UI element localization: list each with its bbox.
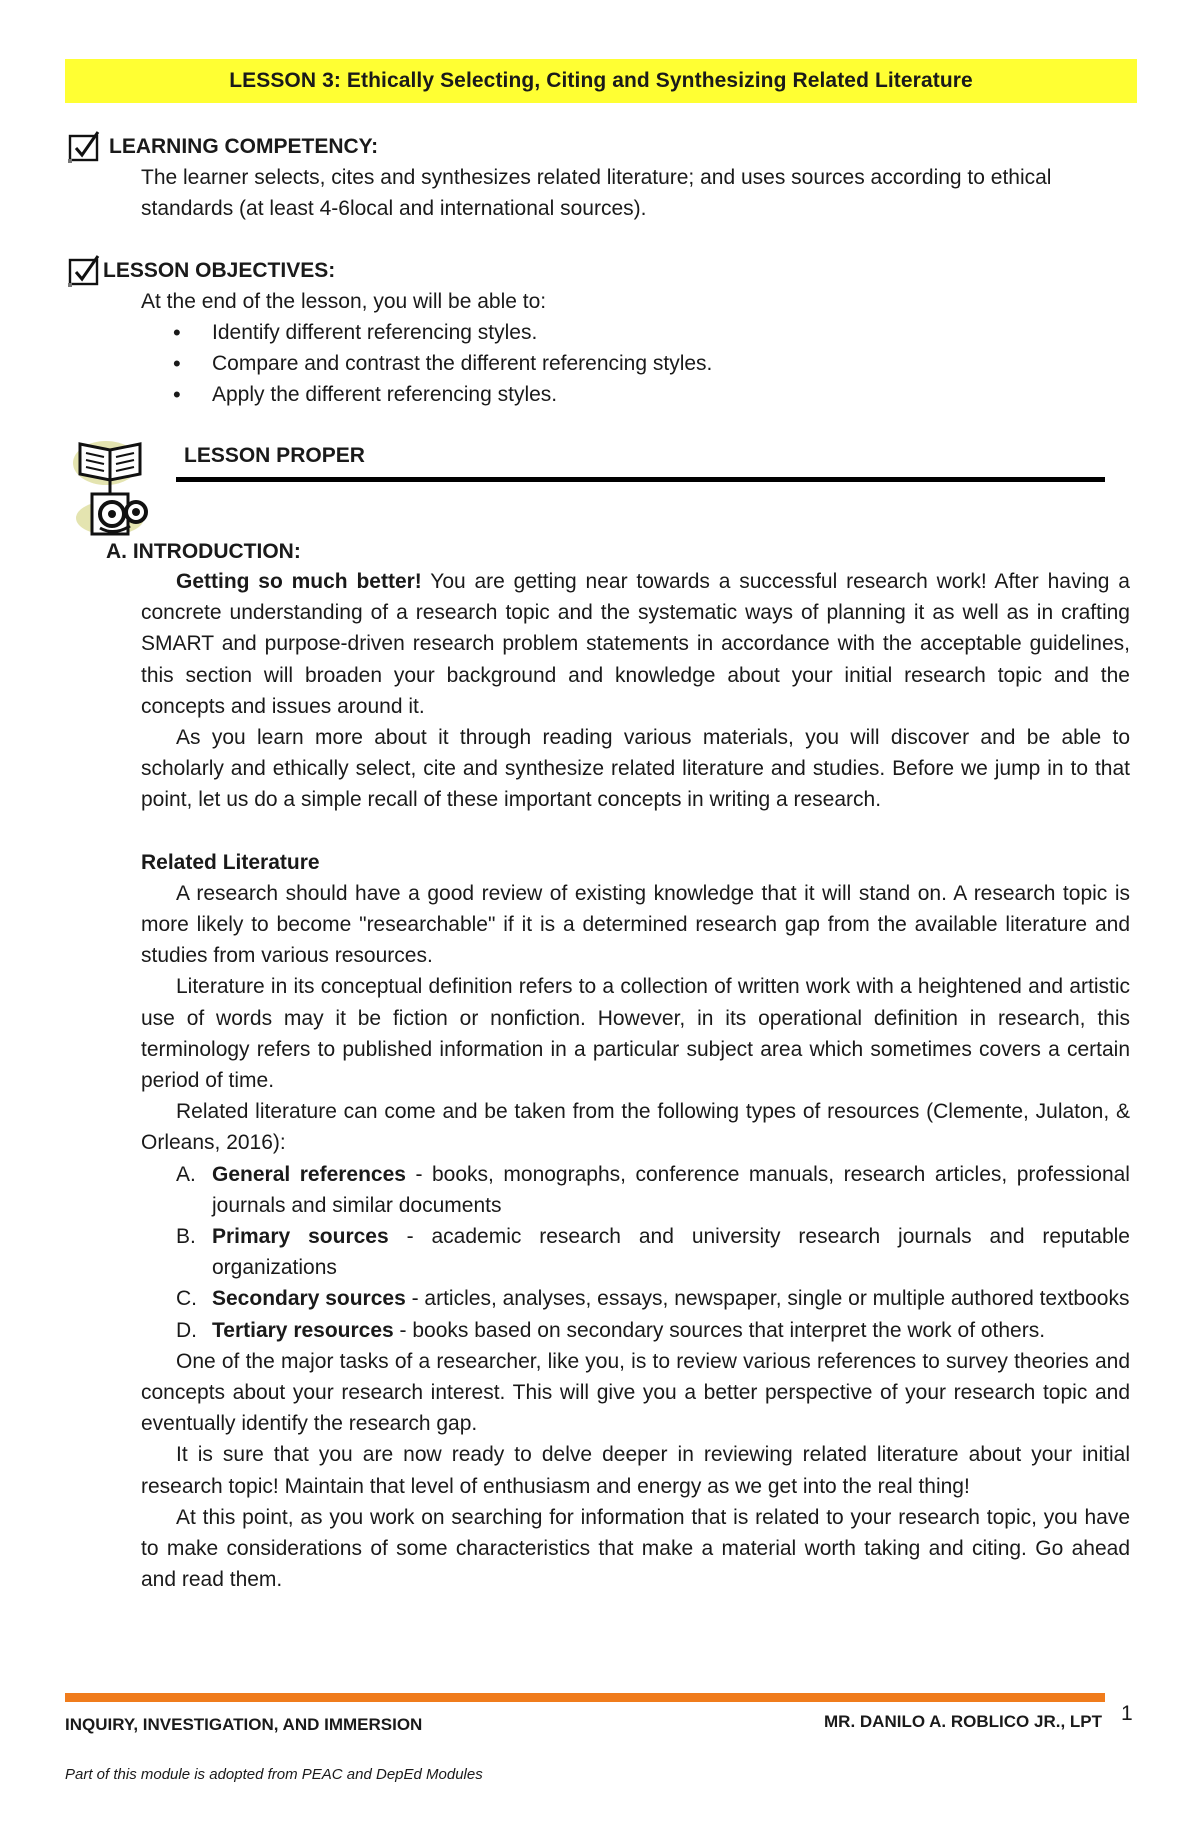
resource-term: Primary sources — [212, 1225, 389, 1249]
lesson-body — [141, 566, 1130, 1596]
intro-lead: Getting so much better! — [176, 570, 422, 593]
footer-divider — [65, 1693, 1105, 1702]
lesson-objectives-title: LESSON OBJECTIVES: — [103, 259, 336, 282]
lesson-title: LESSON 3: Ethically Selecting, Citing and Synthesizing Related Literature — [229, 69, 973, 92]
footer-subject: INQUIRY, INVESTIGATION, AND IMMERSION — [65, 1715, 423, 1734]
resource-item — [141, 1221, 1130, 1283]
spacer — [141, 816, 1130, 847]
objective-item: • Apply the different referencing styles. — [173, 379, 712, 410]
body-paragraph: At this point, as you work on searching for information that is related to your research topic, you have to make considerations of some characteristics that make a material worth taking and citing. Go ahead and read them. — [141, 1505, 1130, 1592]
lesson-objectives-intro: At the end of the lesson, you will be able to: — [141, 290, 547, 313]
objectives-list — [173, 317, 712, 411]
resource-desc: - books based on secondary sources that interpret the work of others. — [393, 1318, 1046, 1342]
body-paragraph: Literature in its conceptual definition refers to a collection of written work with a heightened and artistic use of words may it be fiction or nonfiction. However, in its operational definition in research, this terminology refers to published information in a particular subject area which sometimes covers a certain period of time. — [141, 975, 1130, 1093]
lesson-objectives-header — [67, 259, 335, 289]
resource-item — [141, 1283, 1130, 1314]
resource-letter: C. — [176, 1287, 197, 1311]
resource-desc: - academic research and university research journals and reputable organizations — [212, 1225, 1130, 1280]
resource-item — [141, 1315, 1130, 1346]
intro-paragraph: As you learn more about it through reading various materials, you will discover and be able to scholarly and ethically select, cite and synthesize related literature and studies. Before we jump in to that point, let us do a simple recall of these important concepts in writing a research. — [141, 726, 1130, 812]
resource-types-list — [141, 1159, 1130, 1346]
learning-competency-title: LEARNING COMPETENCY: — [109, 135, 379, 158]
page-number: 1 — [1121, 1702, 1133, 1725]
objective-item: • Identify different referencing styles. — [173, 317, 712, 348]
related-literature-heading: Related Literature — [141, 850, 320, 874]
footer-note: Part of this module is adopted from PEAC and DepEd Modules — [65, 1766, 483, 1783]
lesson-proper-title: LESSON PROPER — [184, 444, 365, 467]
footer-author: MR. DANILO A. ROBLICO JR., LPT — [824, 1712, 1102, 1731]
resource-term: Tertiary resources — [212, 1318, 394, 1342]
resource-desc: - books, monographs, conference manuals, research articles, professional journals and similar documents — [212, 1162, 1130, 1217]
lesson-title-banner — [65, 59, 1137, 103]
section-divider — [176, 477, 1105, 482]
resource-desc: - articles, analyses, essays, newspaper, single or multiple authored textbooks — [405, 1287, 1130, 1311]
resource-item — [141, 1159, 1130, 1221]
learning-competency-text: The learner selects, cites and synthesizes related literature; and uses sources according to ethical standards (at least 4-6local and international sources). — [141, 166, 1052, 221]
checkbox-icon — [67, 129, 103, 165]
reading-book-icon — [70, 438, 185, 538]
body-paragraph: Related literature can come and be taken from the following types of resources (Clemente, Julaton, & Orleans, 2016): — [141, 1100, 1130, 1155]
resource-letter: D. — [176, 1318, 197, 1342]
body-paragraph: It is sure that you are now ready to delve deeper in reviewing related literature about your initial research topic! Maintain that level of enthusiasm and energy as we get into the real thing! — [141, 1443, 1130, 1498]
checkbox-icon — [67, 253, 103, 289]
intro-paragraph — [141, 566, 1130, 722]
body-paragraph: One of the major tasks of a researcher, like you, is to review various references to survey theories and concepts about your research interest. This will give you a better perspective of your research topic and eventually identify the research gap. — [141, 1349, 1130, 1436]
body-paragraph: A research should have a good review of existing knowledge that it will stand on. A research topic is more likely to become "researchable" if it is a determined research gap from the available literature and studies from various resources. — [141, 881, 1130, 968]
resource-letter: B. — [176, 1225, 196, 1249]
learning-competency-header — [67, 135, 378, 165]
resource-term: Secondary sources — [212, 1287, 406, 1311]
introduction-heading: A. INTRODUCTION: — [106, 540, 301, 563]
resource-letter: A. — [176, 1162, 196, 1186]
resource-term: General references — [212, 1162, 406, 1186]
intro-text: You are getting near towards a successful research work! After having a concrete understanding of a research topic and the systematic ways of planning it as well as in crafting SMART and purpose-driven research problem statements in accordance with the acceptable guidelines, this section will broaden your background and knowledge about your initial research topic and the concepts and issues around it. — [141, 570, 1130, 718]
objective-item: • Compare and contrast the different referencing styles. — [173, 348, 712, 379]
